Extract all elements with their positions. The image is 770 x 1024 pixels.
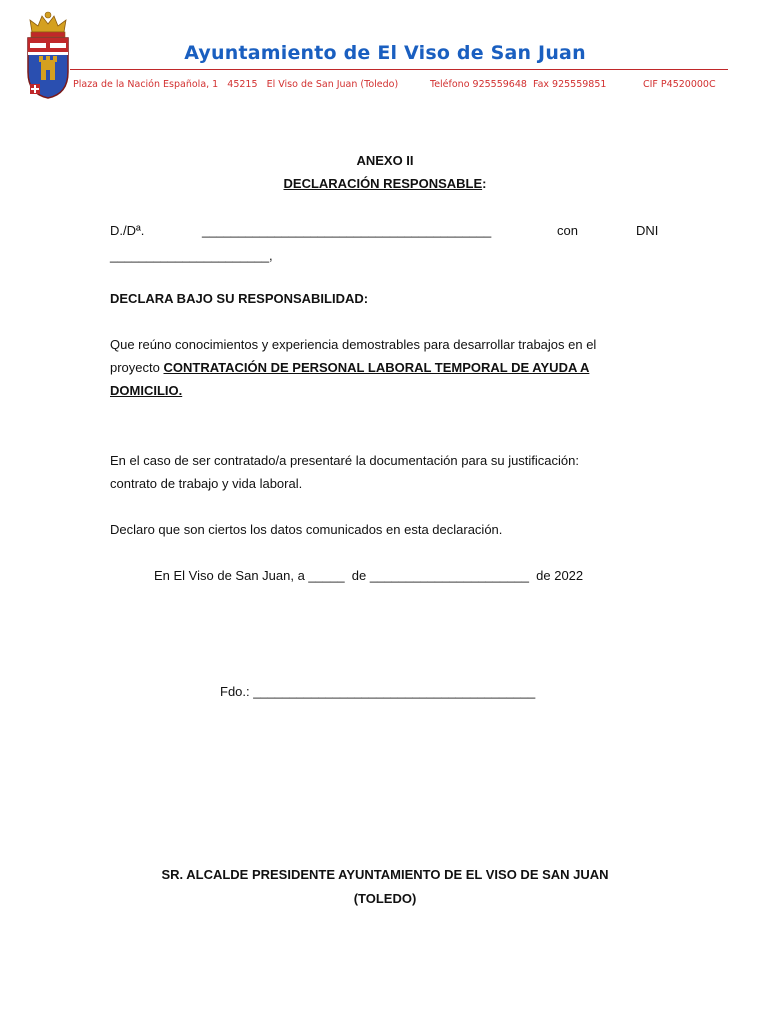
paragraph-knowledge-line2 — [110, 356, 660, 379]
header-address — [73, 79, 398, 90]
phone-text: Teléfono 925559648 — [430, 79, 527, 90]
paragraph-knowledge-line1: Que reúno conocimientos y experiencia demostrables para desarrollar trabajos en el — [110, 337, 597, 352]
paragraph-hiring-line1: En el caso de ser contratado/a presentaré la documentación para su justificación: — [110, 453, 579, 468]
header-contact — [430, 79, 606, 90]
declaration-heading-text: DECLARA BAJO SU RESPONSABILIDAD — [110, 291, 364, 306]
declaration-heading-colon: : — [363, 291, 369, 306]
project-name-continued: DOMICILIO. — [110, 383, 183, 398]
dni-blank: ______________________, — [110, 248, 273, 263]
header-divider — [70, 69, 728, 70]
dd-label: D./Dª. — [110, 223, 145, 238]
annex-label: ANEXO II — [356, 153, 414, 168]
date-place-line: En El Viso de San Juan, a _____ de ______________________ de 2022 — [154, 568, 584, 583]
dni-label: DNI — [636, 223, 659, 238]
signature-line: Fdo.: _______________________________________ — [220, 684, 536, 699]
organization-title: Ayuntamiento de El Viso de San Juan — [184, 42, 586, 64]
paragraph-truthfulness: Declaro que son ciertos los datos comunicados en esta declaración. — [110, 522, 503, 537]
name-blank: ________________________________________ — [202, 223, 492, 238]
town-text: El Viso de San Juan (Toledo) — [266, 79, 399, 90]
header-cif: CIF P4520000C — [643, 79, 716, 90]
address-text: Plaza de la Nación Española, 1 — [73, 79, 219, 90]
addressee-line2: (TOLEDO) — [353, 891, 417, 906]
project-prefix: proyecto — [110, 360, 164, 375]
project-name: CONTRATACIÓN DE PERSONAL LABORAL TEMPORAL DE AYUDA A — [163, 360, 590, 375]
declaration-heading — [110, 287, 368, 310]
con-word: con — [557, 223, 578, 238]
document-title — [0, 172, 770, 195]
document-title-text: DECLARACIÓN RESPONSABLE — [283, 176, 483, 191]
postal-code: 45215 — [227, 79, 258, 90]
paragraph-hiring-line2: contrato de trabajo y vida laboral. — [110, 476, 303, 491]
fax-text: Fax 925559851 — [532, 79, 607, 90]
document-title-colon: : — [482, 176, 487, 191]
addressee-line1: SR. ALCALDE PRESIDENTE AYUNTAMIENTO DE EL VISO DE SAN JUAN — [161, 867, 609, 882]
